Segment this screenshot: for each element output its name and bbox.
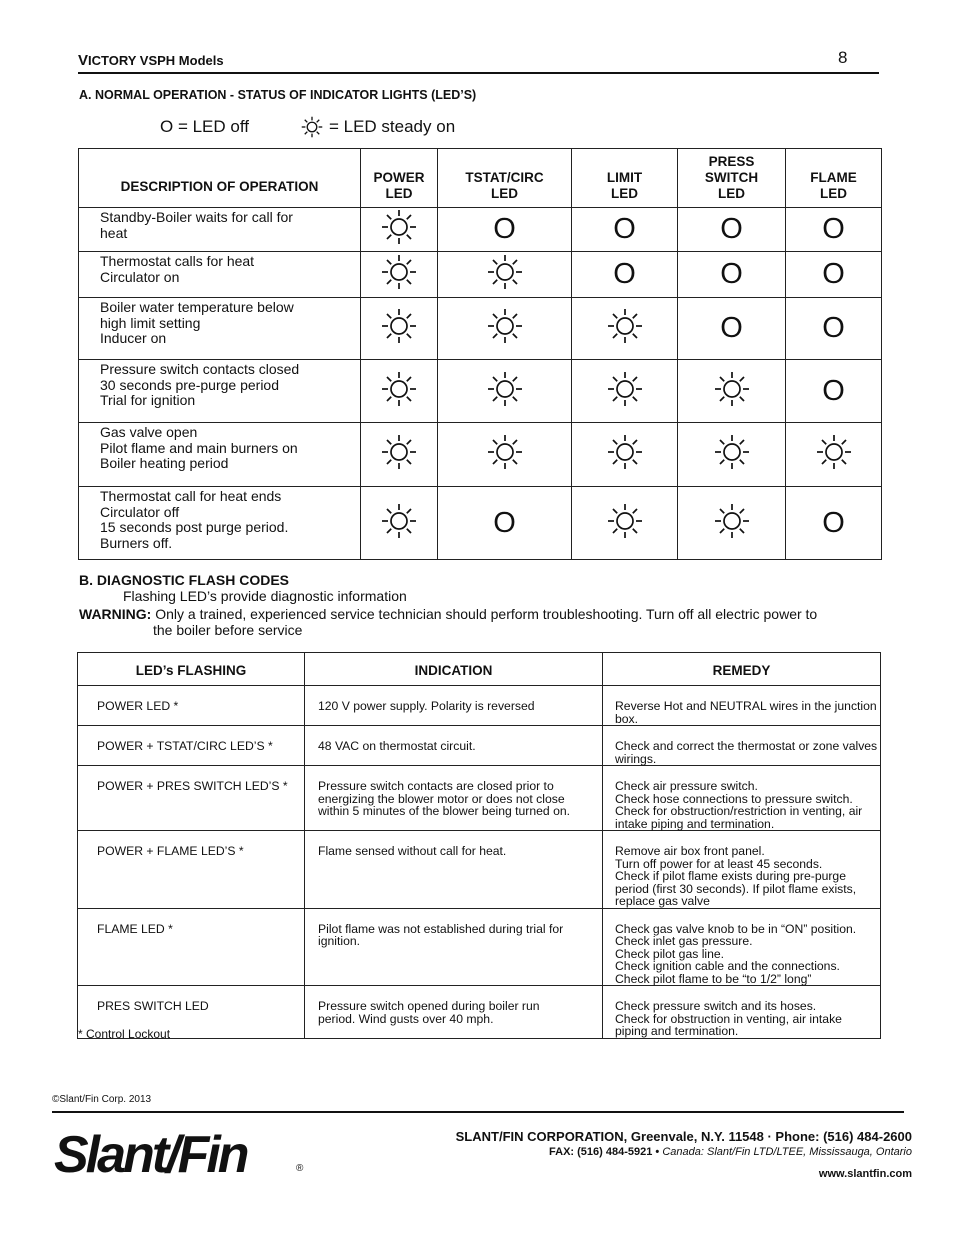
header-press-switch-led: PRESS SWITCH LED [678, 149, 786, 208]
title-rest: ICTORY VSPH Models [88, 53, 224, 68]
contact-line [549, 1146, 912, 1158]
led-off-cell [786, 360, 882, 423]
led-off-symbol: O [493, 506, 516, 539]
remedy-line: Check pilot flame to be “to 1/2” long” [615, 971, 812, 986]
led-on-cell [572, 487, 678, 560]
led-off-cell [678, 252, 786, 298]
indication-cell [305, 831, 603, 909]
led-off-cell [678, 298, 786, 360]
remedy-cell [603, 908, 881, 986]
led-off-cell [572, 252, 678, 298]
led-off-cell [678, 208, 786, 252]
description-line: high limit setting [100, 314, 201, 331]
led-on-icon [486, 253, 524, 291]
led-off-symbol: O [822, 374, 845, 407]
led-on-icon [486, 433, 524, 471]
fax: FAX: (516) 484-5921 • [549, 1146, 660, 1158]
corporation-line: SLANT/FIN CORPORATION, Greenvale, N.Y. 11548 · Phone: (516) 484-2600 [455, 1129, 912, 1144]
led-flashing-cell: POWER LED * [78, 686, 305, 726]
led-off-cell [786, 252, 882, 298]
operation-row [79, 252, 882, 298]
description-line: Standby-Boiler waits for call for [100, 209, 293, 225]
legend-on: = LED steady on [328, 117, 456, 136]
indication-cell [305, 686, 603, 726]
led-off-cell [438, 487, 572, 560]
warning-line-2: the boiler before service [153, 622, 303, 638]
operation-description [79, 298, 361, 360]
header-indication: INDICATION [305, 653, 603, 686]
remedy-line: Check air pressure switch. [615, 779, 758, 793]
led-on-icon [815, 433, 853, 471]
led-off-cell [786, 487, 882, 560]
led-flashing-cell: POWER + FLAME LED’S * [78, 831, 305, 909]
description-line: Circulator on [100, 268, 180, 285]
website-link[interactable]: www.slantfin.com [818, 1168, 912, 1180]
remedy-cell [603, 986, 881, 1039]
led-off-symbol: O [720, 258, 743, 290]
led-on-icon [301, 116, 323, 138]
description-line: Pilot flame and main burners on [100, 439, 298, 456]
diagnostic-row [78, 766, 881, 831]
led-on-icon [486, 307, 524, 345]
canada-office: Canada: Slant/Fin LTD/LTEE, Mississauga, Ontario [662, 1146, 912, 1158]
operation-header-row [79, 149, 882, 208]
description-line: Pressure switch contacts closed [100, 361, 300, 377]
operation-row [79, 298, 882, 360]
led-on-cell [361, 487, 438, 560]
remedy-line: Remove air box front panel. [615, 844, 765, 858]
operation-description [79, 423, 361, 487]
led-off-symbol: O [720, 312, 743, 344]
header-leds-flashing: LED’s FLASHING [78, 653, 305, 686]
section-b-subtitle: Flashing LED’s provide diagnostic information [123, 588, 407, 604]
warning-label: WARNING: [79, 606, 152, 622]
description-line: Boiler water temperature below [100, 299, 294, 315]
remedy-line: Check gas valve knob to be in “ON” position. [615, 921, 857, 936]
description-line: Thermostat calls for heat [100, 253, 255, 269]
warning-line-1: Only a trained, experienced service technician should perform troubleshooting. Turn off all electric power to [155, 606, 818, 622]
remedy-line: Check if pilot flame exists during pre-purge [615, 869, 846, 883]
indication-line: Pressure switch opened during boiler run [318, 999, 540, 1013]
legend-off: O = LED off [160, 117, 249, 136]
description-line: Trial for ignition [100, 392, 196, 409]
diagnostic-row [78, 986, 881, 1039]
led-on-icon [380, 502, 418, 540]
logo-registered: ® [296, 1163, 304, 1174]
operation-description [79, 487, 361, 560]
description-line: Gas valve open [100, 424, 198, 440]
remedy-line: period (first 30 seconds). If pilot flame exists, [615, 881, 857, 896]
description-line: Inducer on [100, 330, 167, 347]
remedy-line: intake piping and termination. [615, 816, 775, 831]
diagnostic-header-row [78, 653, 881, 686]
description-line: Circulator off [100, 503, 180, 520]
indication-line: Pressure switch contacts are closed prior to [318, 779, 554, 793]
slantfin-logo [52, 1116, 322, 1184]
led-flashing-cell: POWER + PRES SWITCH LED’S * [78, 766, 305, 831]
indication-cell [305, 986, 603, 1039]
led-off-symbol: O [720, 213, 743, 245]
led-on-cell [361, 423, 438, 487]
indication-line: energizing the blower motor or does not close [318, 791, 565, 806]
led-off-cell [786, 298, 882, 360]
led-on-cell [786, 423, 882, 487]
remedy-line: Check inlet gas pressure. [615, 934, 753, 948]
led-on-cell [438, 423, 572, 487]
led-off-symbol: O [493, 213, 516, 245]
header-limit-led: LIMIT LED [572, 149, 678, 208]
led-on-cell [438, 360, 572, 423]
indication-line: ignition. [318, 934, 361, 948]
operation-row [79, 423, 882, 487]
indication-cell [305, 766, 603, 831]
led-on-cell [361, 298, 438, 360]
header-description: DESCRIPTION OF OPERATION [79, 149, 361, 208]
remedy-line: Check pressure switch and its hoses. [615, 999, 817, 1013]
led-off-symbol: O [822, 506, 845, 539]
led-off-cell [572, 208, 678, 252]
copyright: ©Slant/Fin Corp. 2013 [52, 1094, 152, 1105]
operation-description [79, 360, 361, 423]
logo-text: Slant/Fin [54, 1126, 247, 1184]
header-power-led: POWER LED [361, 149, 438, 208]
led-off-symbol: O [613, 258, 636, 290]
led-on-icon [380, 370, 418, 408]
led-flashing-cell: POWER + TSTAT/CIRC LED’S * [78, 726, 305, 766]
led-on-icon [380, 208, 418, 246]
indication-cell [305, 908, 603, 986]
operation-table [78, 148, 882, 560]
diagnostic-row [78, 686, 881, 726]
led-on-icon [380, 433, 418, 471]
warning-text [79, 606, 839, 638]
remedy-line: Check for obstruction in venting, air intake [615, 1011, 842, 1026]
led-on-icon [380, 307, 418, 345]
header-remedy: REMEDY [603, 653, 881, 686]
operation-row [79, 487, 882, 560]
led-on-cell [572, 423, 678, 487]
remedy-cell [603, 726, 881, 766]
remedy-line: Reverse Hot and NEUTRAL wires in the junction [615, 699, 877, 713]
remedy-line: Check hose connections to pressure switch. [615, 791, 853, 806]
page-number: 8 [838, 48, 848, 67]
led-on-icon [606, 370, 644, 408]
remedy-cell [603, 831, 881, 909]
footer-divider [52, 1111, 904, 1113]
indication-line: 48 VAC on thermostat circuit. [318, 739, 476, 753]
description-line: Boiler heating period [100, 455, 229, 472]
led-on-cell [361, 360, 438, 423]
remedy-line: Check for obstruction/restriction in venting, air [615, 804, 863, 818]
led-on-cell [361, 208, 438, 252]
led-on-icon [486, 370, 524, 408]
led-off-symbol: O [822, 312, 845, 344]
remedy-cell [603, 686, 881, 726]
led-on-icon [606, 502, 644, 540]
remedy-cell [603, 766, 881, 831]
led-on-cell [438, 298, 572, 360]
description-line: heat [100, 224, 128, 241]
indication-line: period. Wind gusts over 40 mph. [318, 1011, 494, 1026]
operation-row [79, 208, 882, 252]
header-tstat-led: TSTAT/CIRC LED [438, 149, 572, 208]
description-line: 30 seconds pre-purge period [100, 376, 280, 393]
title-initial: V [78, 52, 89, 69]
section-b-title: B. DIAGNOSTIC FLASH CODES [79, 572, 290, 588]
description-line: 15 seconds post purge period. [100, 519, 289, 536]
operation-description [79, 252, 361, 298]
diagnostic-row [78, 726, 881, 766]
led-on-icon [713, 433, 751, 471]
led-off-symbol: O [822, 213, 845, 245]
led-on-icon [606, 433, 644, 471]
led-on-cell [572, 298, 678, 360]
remedy-line: box. [615, 711, 639, 726]
led-off-symbol: O [613, 213, 636, 245]
led-on-cell [438, 252, 572, 298]
led-on-cell [361, 252, 438, 298]
footnote: * Control Lockout [78, 1027, 171, 1041]
led-on-cell [678, 360, 786, 423]
remedy-line: replace gas valve [615, 894, 710, 908]
header-flame-led: FLAME LED [786, 149, 882, 208]
led-off-cell [786, 208, 882, 252]
led-on-icon [713, 502, 751, 540]
diagnostic-row [78, 908, 881, 986]
remedy-line: piping and termination. [615, 1024, 739, 1038]
remedy-line: Check and correct the thermostat or zone valves [615, 739, 878, 753]
diagnostic-row [78, 831, 881, 909]
led-on-icon [713, 370, 751, 408]
indication-line: 120 V power supply. Polarity is reversed [318, 699, 535, 713]
led-legend [160, 116, 455, 138]
indication-line: Flame sensed without call for heat. [318, 844, 507, 858]
led-flashing-cell: FLAME LED * [78, 908, 305, 986]
led-on-icon [380, 253, 418, 291]
indication-line: within 5 minutes of the blower being turned on. [318, 804, 571, 818]
description-line: Thermostat call for heat ends [100, 488, 282, 504]
diagnostic-table [77, 652, 881, 1039]
remedy-line: Check ignition cable and the connections. [615, 959, 840, 973]
operation-description [79, 208, 361, 252]
remedy-line: Turn off power for at least 45 seconds. [615, 856, 823, 871]
indication-line: Pilot flame was not established during trial for [318, 921, 564, 936]
section-a-title: A. NORMAL OPERATION - STATUS OF INDICATOR LIGHTS (LED’S) [79, 88, 477, 102]
remedy-line: wirings. [615, 751, 657, 766]
led-on-cell [678, 423, 786, 487]
description-line: Burners off. [100, 534, 173, 551]
led-flashing-cell: PRES SWITCH LED [78, 986, 305, 1039]
led-off-symbol: O [822, 258, 845, 290]
header-divider [78, 72, 879, 74]
led-on-cell [678, 487, 786, 560]
page-header-title [78, 52, 224, 69]
led-off-cell [438, 208, 572, 252]
led-on-cell [572, 360, 678, 423]
led-on-icon [606, 307, 644, 345]
remedy-line: Check pilot gas line. [615, 946, 725, 961]
operation-row [79, 360, 882, 423]
indication-cell [305, 726, 603, 766]
